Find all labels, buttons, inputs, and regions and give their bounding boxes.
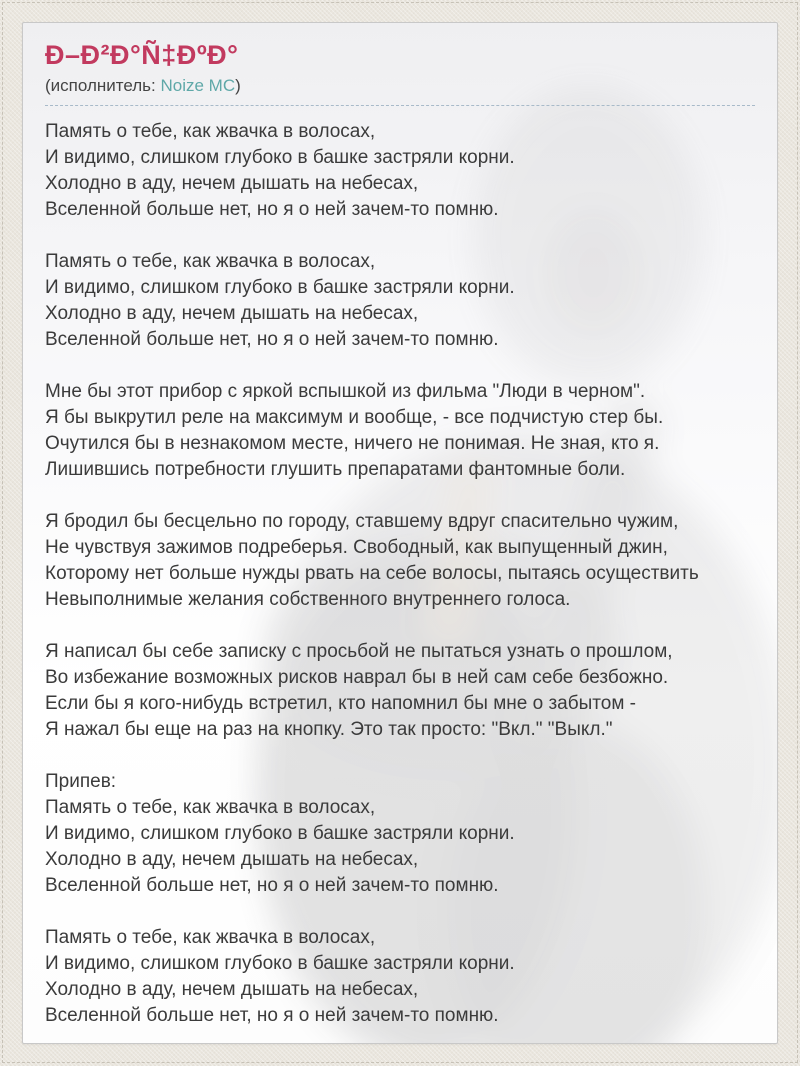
lyric-line: И видимо, слишком глубоко в башке застряли корни. bbox=[45, 953, 515, 974]
lyric-line: Вселенной больше нет, но я о ней зачем-то помню. bbox=[45, 199, 499, 220]
lyrics-stanza bbox=[45, 249, 755, 353]
lyric-line: Память о тебе, как жвачка в волосах, bbox=[45, 121, 376, 142]
lyrics-stanza bbox=[45, 769, 755, 899]
lyric-line: И видимо, слишком глубоко в башке застряли корни. bbox=[45, 823, 515, 844]
lyric-line: Холодно в аду, нечем дышать на небесах, bbox=[45, 849, 419, 870]
lyric-line: Вселенной больше нет, но я о ней зачем-то помню. bbox=[45, 875, 499, 896]
lyric-line: Очутился бы в незнакомом месте, ничего не понимая. Не зная, кто я. bbox=[45, 433, 660, 454]
lyric-line: Мне бы этот прибор с яркой вспышкой из фильма "Люди в черном". bbox=[45, 381, 646, 402]
lyric-line: Вселенной больше нет, но я о ней зачем-то помню. bbox=[45, 329, 499, 350]
lyrics-text bbox=[45, 119, 755, 1029]
lyrics-stanza bbox=[45, 925, 755, 1029]
lyric-line: Не чувствуя зажимов подреберья. Свободный, как выпущенный джин, bbox=[45, 537, 668, 558]
lyric-line: Я написал бы себе записку с просьбой не пытаться узнать о прошлом, bbox=[45, 641, 673, 662]
lyric-line: Память о тебе, как жвачка в волосах, bbox=[45, 251, 376, 272]
lyric-line: Припев: bbox=[45, 771, 117, 792]
lyric-line: Холодно в аду, нечем дышать на небесах, bbox=[45, 979, 419, 1000]
lyrics-stanza bbox=[45, 639, 755, 743]
lyric-line: Я нажал бы еще на раз на кнопку. Это так просто: "Вкл." "Выкл." bbox=[45, 719, 613, 740]
lyric-line: Во избежание возможных рисков наврал бы в ней сам себе безбожно. bbox=[45, 667, 669, 688]
lyric-line: И видимо, слишком глубоко в башке застряли корни. bbox=[45, 277, 515, 298]
lyric-line: Память о тебе, как жвачка в волосах, bbox=[45, 927, 376, 948]
lyric-line: И видимо, слишком глубоко в башке застряли корни. bbox=[45, 147, 515, 168]
lyric-line: Вселенной больше нет, но я о ней зачем-то помню. bbox=[45, 1005, 499, 1026]
lyric-line: Я бродил бы бесцельно по городу, ставшему вдруг спасительно чужим, bbox=[45, 511, 679, 532]
lyrics-stanza bbox=[45, 119, 755, 223]
lyrics-stanza bbox=[45, 379, 755, 483]
lyric-line: Холодно в аду, нечем дышать на небесах, bbox=[45, 303, 419, 324]
lyrics-content bbox=[23, 23, 777, 1029]
artist-link[interactable]: Noize MC bbox=[160, 76, 236, 95]
lyric-line: Невыполнимые желания собственного внутреннего голоса. bbox=[45, 589, 571, 610]
lyric-line: Холодно в аду, нечем дышать на небесах, bbox=[45, 173, 419, 194]
artist-line bbox=[45, 76, 755, 106]
artist-label-suffix: ) bbox=[235, 76, 241, 95]
lyric-line: Я бы выкрутил реле на максимум и вообще, - все подчистую стер бы. bbox=[45, 407, 664, 428]
lyrics-card bbox=[22, 22, 778, 1044]
lyrics-stanza bbox=[45, 509, 755, 613]
artist-label-prefix: (исполнитель: bbox=[45, 76, 161, 95]
lyric-line: Лишившись потребности глушить препаратами фантомные боли. bbox=[45, 459, 626, 480]
lyric-line: Которому нет больше нужды рвать на себе волосы, пытаясь осуществить bbox=[45, 563, 699, 584]
lyric-line: Память о тебе, как жвачка в волосах, bbox=[45, 797, 376, 818]
lyric-line: Если бы я кого-нибудь встретил, кто напомнил бы мне о забытом - bbox=[45, 693, 636, 714]
page-title: Ð–Ð²Ð°Ñ‡ÐºÐ° bbox=[45, 40, 239, 70]
